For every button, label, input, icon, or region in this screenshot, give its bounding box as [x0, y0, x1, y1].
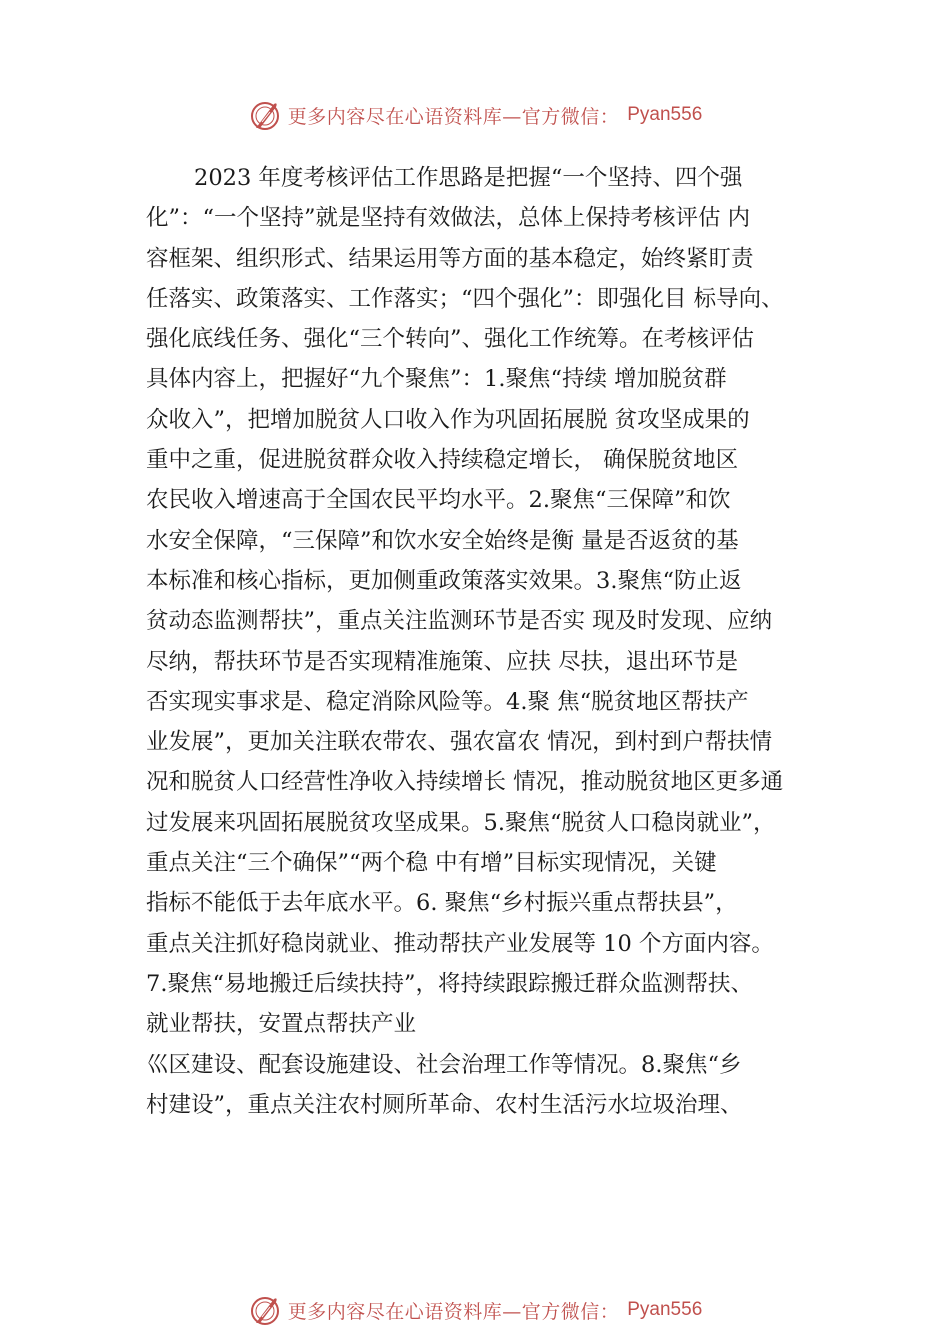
text-line: 众收入”，把增加脱贫人口收入作为巩固拓展脱 贫攻坚成果的 — [146, 406, 750, 433]
text-line: 7.聚焦“易地搬迁后续扶持”，将持续跟踪搬迁群众监测帮扶、 — [146, 970, 753, 997]
body-paragraph — [146, 158, 846, 1125]
quill-pen-seal-icon — [248, 1293, 282, 1327]
text-line: 重点关注抓好稳岗就业、推动帮扶产业发展等 10 个方面内容。 — [146, 930, 774, 957]
watermark-wechat-id: Pyan556 — [627, 104, 703, 125]
text-line: 本标准和核心指标，更加侧重政策落实效果。3.聚焦“防止返 — [146, 567, 742, 594]
text-line: 指标不能低于去年底水平。6. 聚焦“乡村振兴重点帮扶县”， — [146, 890, 738, 917]
quill-pen-seal-icon — [248, 98, 282, 132]
text-line: 过发展来巩固拓展脱贫攻坚成果。5.聚焦“脱贫人口稳岗就业”， — [146, 809, 776, 836]
text-line: 业发展”，更加关注联农带农、强农富农 情况，到村到户帮扶情 — [146, 729, 773, 756]
footer-watermark — [0, 1290, 950, 1330]
text-line: 强化底线任务、强化“三个转向”、强化工作统筹。在考核评估 — [146, 326, 755, 353]
watermark-text: 更多内容尽在心语资料库—官方微信： — [287, 105, 620, 128]
header-watermark — [0, 95, 950, 135]
text-line: 尽纳，帮扶环节是否实现精准施策、应扶 尽扶，退出环节是 — [146, 648, 739, 675]
text-line: 村建设”，重点关注农村厕所革命、农村生活污水垃圾治理、 — [146, 1091, 743, 1118]
text-line: 贫动态监测帮扶”，重点关注监测环节是否实 现及时发现、应纳 — [146, 608, 773, 635]
text-line: 容框架、组织形式、结果运用等方面的基本稳定，始终紧盯责 — [146, 245, 754, 272]
text-line: 就业帮扶，安置点帮扶产业 — [146, 1011, 417, 1038]
text-line: 水安全保障，“三保障”和饮水安全始终是衡 量是否返贫的基 — [146, 527, 739, 554]
text-line: 否实现实事求是、稳定消除风险等。4.聚 焦“脱贫地区帮扶产 — [146, 688, 749, 715]
text-line: ⼮区建设、配套设施建设、社会治理工作等情况。8.聚焦“乡 — [146, 1051, 742, 1078]
watermark-wechat-id: Pyan556 — [627, 1299, 703, 1320]
text-line: 重中之重，促进脱贫群众收入持续稳定增长， 确保脱贫地区 — [146, 447, 739, 474]
text-line: 化”：“一个坚持”就是坚持有效做法，总体上保持考核评估 内 — [146, 205, 751, 232]
watermark-text: 更多内容尽在心语资料库—官方微信： — [287, 1300, 620, 1323]
text-line: 具体内容上，把握好“九个聚焦”：1.聚焦“持续 增加脱贫群 — [146, 366, 727, 393]
text-line: 重点关注“三个确保”“两个稳 中有增”目标实现情况，关键 — [146, 850, 717, 877]
text-line: 2023 年度考核评估工作思路是把握“一个坚持、四个强 — [194, 165, 743, 191]
text-line: 况和脱贫人口经营性净收入持续增长 情况，推动脱贫地区更多通 — [146, 769, 784, 796]
text-line: 农民收入增速高于全国农民平均水平。2.聚焦“三保障”和饮 — [146, 487, 731, 514]
text-line: 任落实、政策落实、工作落实；“四个强化”：即强化目 标导向、 — [146, 285, 784, 312]
